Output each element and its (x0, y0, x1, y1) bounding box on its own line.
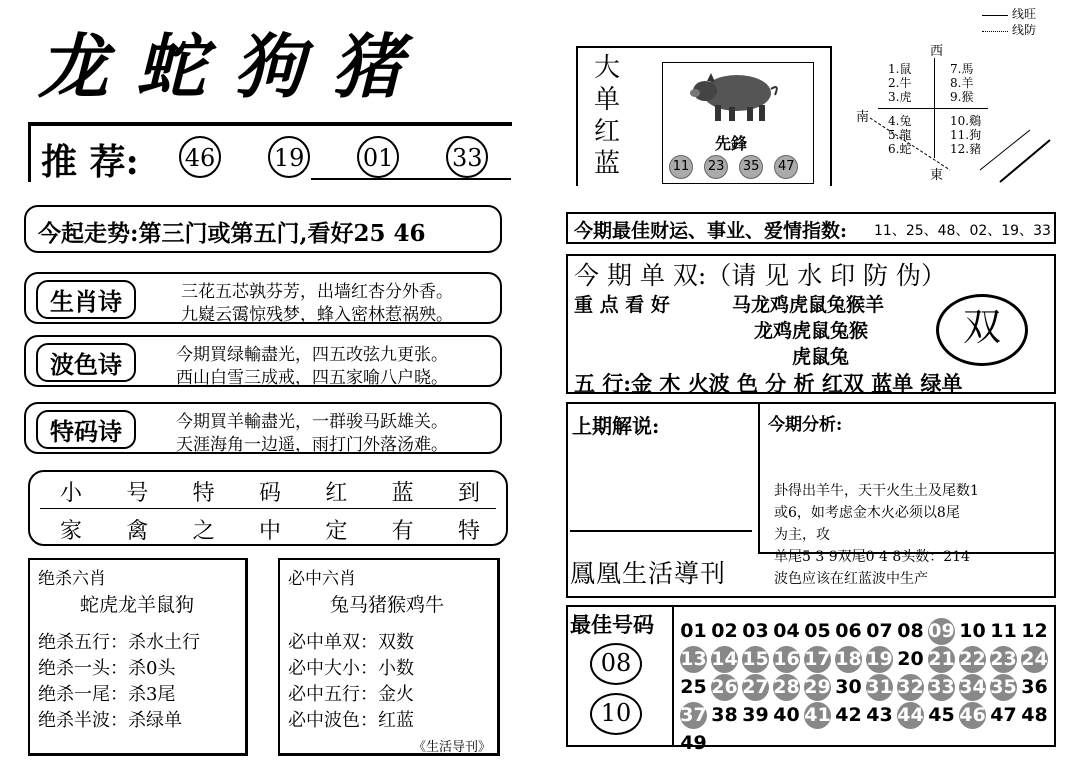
vanguard-label: 先鋒 (715, 134, 748, 153)
oddeven-title: 今 期 单 双:（请 见 水 印 防 伪） (574, 261, 946, 290)
zodiac-item: 4.兔 (888, 114, 912, 128)
must-footer: 《生活导刊》 (412, 740, 491, 755)
riddle-row (60, 514, 480, 545)
riddle-char: 之 (192, 519, 215, 544)
vanguard-char: 蓝 (594, 149, 621, 179)
grid-number: 37 (680, 702, 707, 729)
analysis-line: 或6，如考虑金木火必须以8尾 (774, 505, 960, 521)
vanguard-number: 47 (774, 155, 798, 179)
legend-solid: 线旺 (1012, 7, 1037, 21)
recommend-number: 46 (179, 136, 221, 178)
grid-number: 47 (990, 704, 1017, 726)
riddle-char: 小 (60, 481, 83, 506)
grid-number: 12 (1021, 620, 1048, 642)
zodiac-item: 10.鷄 (950, 114, 982, 128)
color-poem-label: 波色诗 (36, 343, 136, 382)
grid-number: 04 (773, 620, 800, 642)
zodiac-poem-line: 三花五芯孰芬芳，出墙红杏分外香。 (181, 282, 453, 302)
grid-number: 42 (835, 704, 862, 726)
must-title: 必中六肖 (288, 569, 356, 589)
zodiac-item: 8.羊 (950, 76, 974, 90)
oddeven-line: 马龙鸡虎鼠兔猴羊 (732, 294, 885, 316)
oddeven-badge: 双 (936, 294, 1028, 366)
grid-number: 17 (804, 646, 831, 673)
grid-number: 13 (680, 646, 707, 673)
color-poem-line: 西山白雪三成戒，四五家喻八户晓。 (176, 368, 448, 388)
riddle-row (60, 476, 480, 507)
grid-number: 35 (990, 674, 1017, 701)
special-poem-label: 特码诗 (36, 410, 136, 449)
vanguard-number: 23 (704, 155, 728, 179)
vanguard-vertical (594, 52, 624, 180)
grid-number: 08 (897, 620, 924, 642)
recommend-number: 01 (357, 136, 399, 178)
index-label: 今期最佳财运、事业、爱情指数: (574, 220, 848, 242)
compass (850, 40, 1050, 190)
grid-number: 11 (990, 620, 1017, 642)
zodiac-item: 1.鼠 (888, 62, 912, 76)
grid-number: 39 (742, 704, 769, 726)
recommend-number: 19 (268, 136, 310, 178)
riddle-char: 到 (457, 481, 480, 506)
grid-number: 34 (959, 674, 986, 701)
grid-number: 18 (835, 646, 862, 673)
compass-west: 西 (930, 44, 944, 59)
grid-number: 16 (773, 646, 800, 673)
grid-number: 30 (835, 676, 862, 698)
grid-number: 29 (804, 674, 831, 701)
kill-line: 绝杀五行：杀水土行 (38, 632, 200, 653)
riddle-char: 中 (258, 519, 281, 544)
index-box (566, 212, 1056, 244)
must-box (278, 558, 500, 756)
analysis-line: 波色应该在红蓝波中生产 (774, 571, 928, 587)
riddle-char: 号 (126, 481, 149, 506)
zodiac-item: 11.狗 (950, 128, 982, 142)
riddle-char: 码 (258, 481, 281, 506)
grid-number: 01 (680, 620, 707, 642)
riddle-box (28, 470, 508, 546)
special-poem-box (24, 402, 502, 454)
zodiac-poem-line: 九嶷云霭惊残梦，蜂入密林惹祸殃。 (181, 305, 453, 325)
grid-number: 38 (711, 704, 738, 726)
recommend-numbers (179, 136, 509, 178)
grid-number: 44 (897, 702, 924, 729)
grid-number: 28 (773, 674, 800, 701)
index-values: 11、25、48、02、19、33 (874, 223, 1051, 239)
vanguard-number: 35 (739, 155, 763, 179)
riddle-char: 特 (457, 519, 480, 544)
grid-number: 05 (804, 620, 831, 642)
grid-number: 19 (866, 646, 893, 673)
must-zodiacs: 兔马猪猴鸡牛 (330, 594, 445, 616)
best-label: 最佳号码 (570, 612, 654, 637)
prev-label: 上期解说: (572, 414, 660, 438)
grid-number: 31 (866, 674, 893, 701)
grid-number: 36 (1021, 676, 1048, 698)
vanguard-numbers (669, 155, 798, 179)
riddle-char: 蓝 (391, 481, 414, 506)
riddle-char: 定 (325, 519, 348, 544)
grid-number: 22 (959, 646, 986, 673)
oddeven-focus-label: 重 点 看 好 (574, 294, 670, 316)
grid-number: 03 (742, 620, 769, 642)
special-poem-line: 天涯海角一边遥，雨打门外落汤难。 (176, 435, 448, 455)
grid-number: 46 (959, 702, 986, 729)
riddle-char: 红 (325, 481, 348, 506)
compass-lines (850, 40, 1050, 190)
number-grid (678, 617, 1054, 754)
analysis-text (774, 480, 979, 590)
oddeven-line: 龙鸡虎鼠兔猴 (754, 320, 869, 342)
zodiac-item: 9.猴 (950, 90, 974, 104)
riddle-char: 有 (391, 519, 414, 544)
riddle-char: 特 (192, 481, 215, 506)
analysis-box (566, 402, 1056, 598)
compass-east: 東 (930, 168, 944, 183)
legend-dotted: 线防 (1012, 23, 1037, 37)
best-pick: 10 (590, 693, 642, 735)
must-line: 必中五行：金火 (288, 684, 414, 705)
grid-number: 20 (897, 648, 924, 670)
kill-line: 绝杀一尾：杀3尾 (38, 684, 176, 705)
vanguard-box (576, 46, 832, 186)
vanguard-number: 11 (669, 155, 693, 179)
grid-number: 45 (928, 704, 955, 726)
oddeven-wuxing: 五 行:金 木 火波 色 分 析 红双 蓝单 绿单 (574, 371, 963, 396)
riddle-char: 家 (60, 519, 83, 544)
vanguard-char: 红 (594, 117, 621, 147)
grid-number: 43 (866, 704, 893, 726)
brand-label: 鳳凰生活導刊 (570, 559, 727, 588)
grid-number: 49 (680, 732, 707, 754)
must-line: 必中大小：小数 (288, 658, 414, 679)
analysis-line: 卦得出羊牛，天干火生土及尾数1 (774, 483, 979, 499)
oddeven-line: 虎鼠兔 (792, 346, 850, 368)
grid-number: 25 (680, 676, 707, 698)
grid-number: 07 (866, 620, 893, 642)
cur-label: 今期分析: (768, 415, 843, 435)
best-box (566, 605, 1056, 754)
vanguard-panel (662, 62, 814, 184)
recommend-bar (28, 122, 512, 182)
kill-line: 绝杀半波：杀绿单 (38, 710, 182, 731)
trend-text: 今起走势:第三门或第五门,看好25 46 (38, 220, 426, 247)
analysis-line: 单尾5 3 9双尾0 4 8头数：214 (774, 549, 970, 565)
best-pick: 08 (590, 643, 642, 685)
must-line: 必中单双：双数 (288, 632, 414, 653)
compass-south: 南 (856, 110, 870, 125)
grid-number: 21 (928, 646, 955, 673)
kill-zodiacs: 蛇虎龙羊鼠狗 (80, 594, 195, 616)
grid-number: 23 (990, 646, 1017, 673)
grid-number: 26 (711, 674, 738, 701)
trend-box (24, 205, 502, 253)
compass-legend (990, 6, 1036, 38)
grid-number: 09 (928, 618, 955, 645)
grid-number: 06 (835, 620, 862, 642)
page-title: 龙蛇狗猪 (38, 25, 430, 108)
special-poem-line: 今期買羊輸盡光，一群骏马跃雄关。 (176, 412, 448, 432)
zodiac-item: 6.蛇 (888, 142, 912, 156)
grid-number: 10 (959, 620, 986, 642)
recommend-number: 33 (446, 136, 488, 178)
grid-number: 27 (742, 674, 769, 701)
must-line: 必中波色：红蓝 (288, 710, 414, 731)
zodiac-item: 5.龍 (888, 128, 912, 142)
oddeven-box (566, 254, 1056, 394)
grid-number: 15 (742, 646, 769, 673)
zodiac-item: 3.虎 (888, 90, 912, 104)
kill-title: 绝杀六肖 (38, 569, 106, 589)
recommend-label: 推 荐: (41, 141, 139, 183)
zodiac-item: 12.豬 (950, 142, 982, 156)
color-poem-line: 今期買绿輸盡光，四五改弦九更张。 (176, 345, 448, 365)
pig-icon (685, 65, 785, 125)
kill-box (28, 558, 248, 756)
kill-line: 绝杀一头：杀0头 (38, 658, 176, 679)
grid-number: 48 (1021, 704, 1048, 726)
zodiac-item: 7.馬 (950, 62, 974, 76)
grid-number: 32 (897, 674, 924, 701)
grid-number: 02 (711, 620, 738, 642)
zodiac-poem-box (24, 272, 502, 324)
zodiac-item: 2.牛 (888, 76, 912, 90)
grid-number: 40 (773, 704, 800, 726)
grid-number: 24 (1021, 646, 1048, 673)
vanguard-char: 单 (594, 85, 621, 115)
zodiac-poem-label: 生肖诗 (36, 280, 136, 319)
grid-number: 41 (804, 702, 831, 729)
analysis-line: 为主，攻 (774, 527, 830, 543)
grid-number: 33 (928, 674, 955, 701)
grid-number: 14 (711, 646, 738, 673)
vanguard-char: 大 (594, 53, 621, 83)
color-poem-box (24, 335, 502, 387)
riddle-char: 禽 (126, 519, 149, 544)
